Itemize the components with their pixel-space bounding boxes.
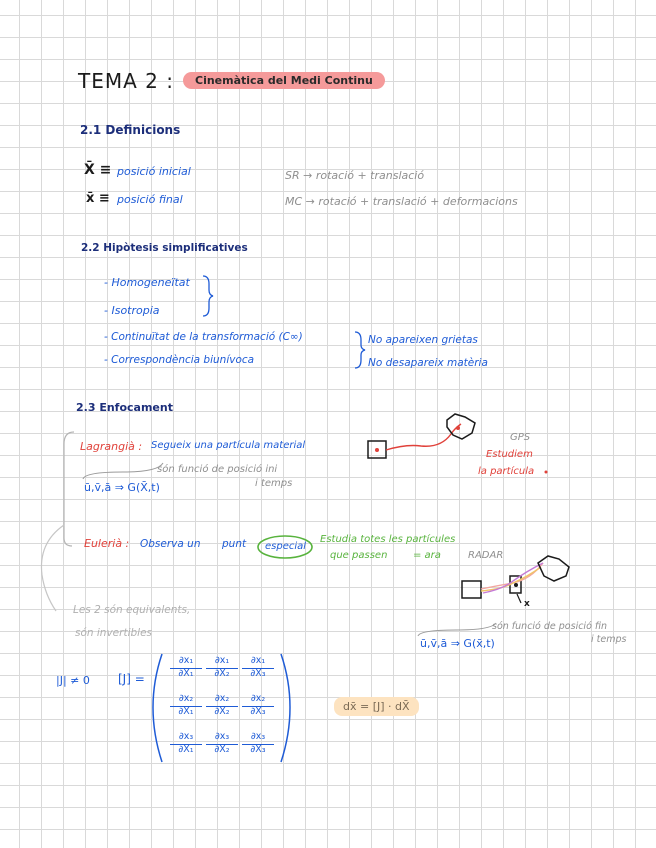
jacobian-denominator: ∂X₁	[178, 743, 194, 755]
section-2-2-heading: 2.2 Hipòtesis simplificatives	[81, 242, 248, 254]
eulerian-description: Observa un	[140, 538, 201, 550]
equivalence-note: Les 2 són equivalents,	[73, 604, 191, 616]
jacobian-denominator: ∂X₂	[214, 705, 230, 717]
eulerian-note-time: i temps	[591, 634, 627, 645]
lagrangian-note-time: i temps	[255, 478, 293, 489]
jacobian-denominator: ∂X₃	[250, 705, 266, 717]
jacobian-numerator: ∂x₃	[170, 732, 202, 745]
eulerian-label: Eulerià :	[84, 537, 130, 550]
section-2-1-heading: 2.1 Definicions	[80, 123, 181, 137]
eulerian-study-note: Estudia totes les partícules	[320, 534, 456, 545]
especial-circled: especial	[265, 541, 307, 552]
initial-position-text: posició inicial	[117, 165, 191, 178]
jacobian-denominator: ∂X₁	[178, 705, 194, 717]
radar-label: RADAR	[468, 550, 504, 561]
differential-relation: dx̄ = [J] · dX̄	[334, 697, 419, 716]
jacobian-numerator: ∂x₃	[242, 732, 274, 745]
estudiem-note: Estudiem	[486, 449, 533, 460]
jacobian-numerator: ∂x₁	[206, 656, 238, 669]
jacobian-denominator: ∂X₂	[214, 667, 230, 679]
jacobian-denominator: ∂X₁	[178, 667, 194, 679]
jacobian-numerator: ∂x₂	[242, 694, 274, 707]
lagrangian-formula: ū,v̄,ā ⇒ G(X̄,t)	[84, 481, 160, 494]
hypothesis-item: - Isotropia	[104, 304, 160, 317]
jacobian-numerator: ∂x₁	[170, 656, 202, 669]
jacobian-denominator: ∂X₃	[250, 743, 266, 755]
hypothesis-item: - Continuïtat de la transformació (C∞)	[104, 331, 303, 343]
no-cracks-note: No apareixen grietas	[368, 334, 478, 346]
eulerian-now-note: = ara	[413, 550, 441, 561]
lagrangian-description: Segueix una partícula material	[151, 440, 306, 451]
particle-note: la partícula	[478, 466, 535, 477]
solid-rigid-note: SR → rotació + translació	[285, 169, 425, 182]
final-position-text: posició final	[117, 193, 183, 206]
jacobian-numerator: ∂x₁	[242, 656, 274, 669]
jacobian-determinant: |J| ≠ 0	[56, 674, 90, 687]
title-highlight: Cinemàtica del Medi Continu	[183, 72, 385, 89]
lagrangian-note: són funció de posició ini	[157, 464, 278, 475]
eulerian-note: són funció de posició fin	[492, 621, 608, 632]
gps-label: GPS	[510, 432, 531, 443]
jacobian-label: [J] =	[118, 672, 145, 686]
eulerian-pass-note: que passen	[330, 550, 388, 561]
hypothesis-item: - Correspondència biunívoca	[104, 354, 255, 366]
eulerian-point: punt	[222, 538, 247, 550]
x-marker-label: x	[524, 599, 530, 609]
jacobian-denominator: ∂X₃	[250, 667, 266, 679]
hypothesis-item: - Homogeneïtat	[104, 276, 190, 289]
jacobian-numerator: ∂x₃	[206, 732, 238, 745]
lagrangian-label: Lagrangià :	[80, 440, 143, 453]
continuous-medium-note: MC → rotació + translació + deformacions	[285, 195, 518, 208]
invertible-note: són invertibles	[75, 627, 152, 639]
jacobian-numerator: ∂x₂	[170, 694, 202, 707]
jacobian-numerator: ∂x₂	[206, 694, 238, 707]
page-title: TEMA 2 :	[78, 69, 174, 93]
eulerian-formula: ū,v̄,ā ⇒ G(x̄,t)	[420, 637, 495, 650]
initial-position-symbol: X̄ ≡	[84, 162, 112, 178]
final-position-symbol: x̄ ≡	[86, 191, 110, 206]
no-matter-loss-note: No desapareix matèria	[368, 357, 488, 369]
jacobian-denominator: ∂X₂	[214, 743, 230, 755]
section-2-3-heading: 2.3 Enfocament	[76, 401, 173, 414]
